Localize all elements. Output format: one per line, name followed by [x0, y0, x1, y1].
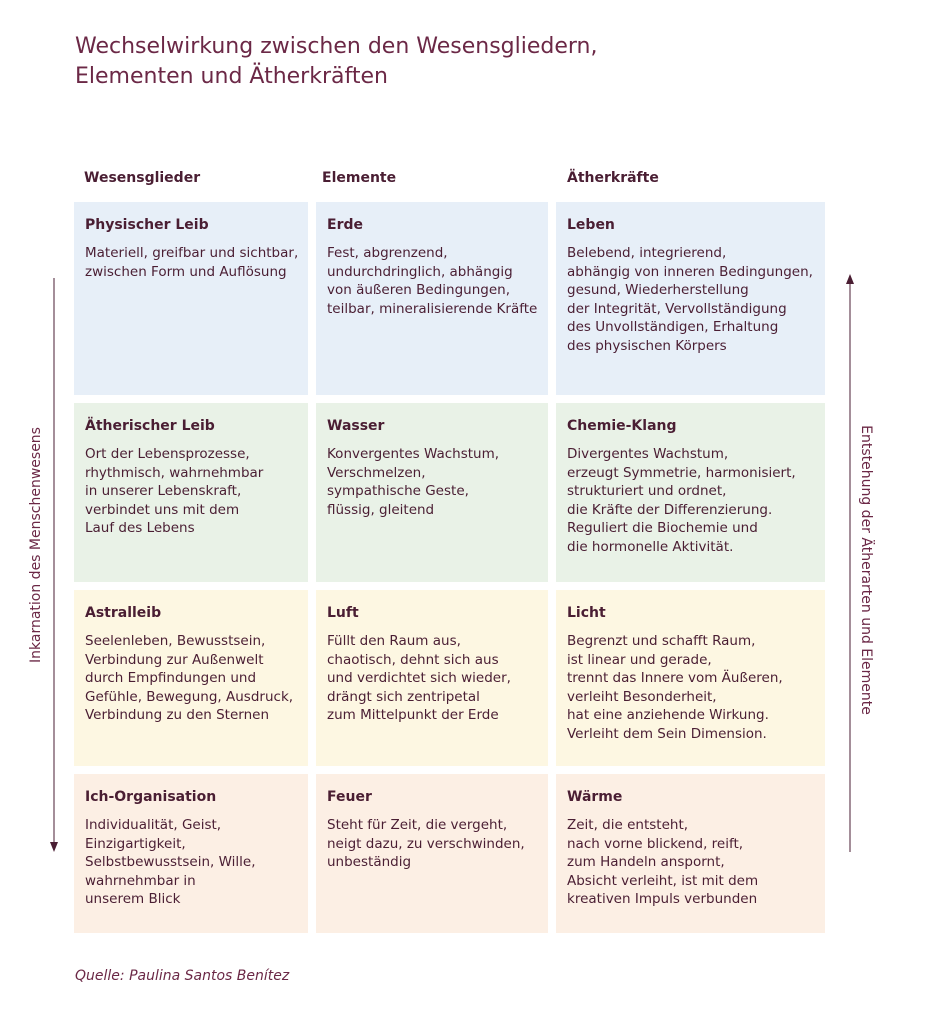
description-line: Begrenzt und schafft Raum, — [567, 633, 756, 649]
page-title — [75, 32, 598, 92]
description-line: nach vorne blickend, reift, — [567, 835, 744, 852]
cell-aetherkraft-3 — [556, 590, 825, 766]
description-line: rhythmisch, wahrnehmbar — [85, 464, 264, 481]
cell-title: Astralleib — [85, 605, 162, 621]
description-line: flüssig, gleitend — [327, 501, 435, 518]
description-line: Seelenleben, Bewusstsein, — [85, 633, 266, 649]
description-line: Verschmelzen, — [327, 464, 426, 481]
description-line: des Unvollständigen, Erhaltung — [567, 319, 779, 336]
description-line: Divergentes Wachstum, — [567, 446, 729, 462]
description-line: gesund, Wiederherstellung — [567, 282, 749, 299]
description-line: abhängig von inneren Bedingungen, — [567, 263, 813, 280]
cell-title: Physischer Leib — [85, 217, 209, 233]
description-line: zum Handeln anspornt, — [567, 854, 725, 871]
cell-description — [567, 445, 815, 557]
description-line: Belebend, integrierend, — [567, 245, 727, 261]
description-line: Absicht verleiht, ist mit dem — [567, 872, 759, 889]
description-line: Reguliert die Biochemie und — [567, 520, 758, 537]
description-line: Verleiht dem Sein Dimension. — [567, 725, 767, 742]
side-label-emergence: Entstehung der Ätherarten und Elemente — [858, 425, 874, 715]
description-line: strukturiert und ordnet, — [567, 483, 727, 500]
description-line: kreativen Impuls verbunden — [567, 891, 758, 908]
cell-wesensglied-4 — [74, 774, 308, 933]
description-line: unserem Blick — [85, 891, 181, 908]
cell-title: Leben — [567, 217, 615, 233]
cell-description — [327, 244, 538, 318]
cell-wesensglied-1 — [74, 202, 308, 395]
description-line: Einzigartigkeit, — [85, 835, 186, 852]
cell-description — [85, 632, 298, 725]
description-line: Füllt den Raum aus, — [327, 633, 461, 649]
description-line: Fest, abgrenzend, — [327, 245, 448, 261]
description-line: Zeit, die entsteht, — [567, 817, 689, 833]
cell-description — [567, 244, 815, 356]
description-line: die Kräfte der Differenzierung. — [567, 501, 773, 518]
title-line-1: Wechselwirkung zwischen den Wesensgliedern, — [75, 34, 598, 59]
cell-element-3 — [316, 590, 548, 766]
side-label-incarnation: Inkarnation des Menschenwesens — [28, 427, 44, 663]
description-line: die hormonelle Aktivität. — [567, 538, 734, 555]
description-line: Verbindung zu den Sternen — [85, 707, 270, 724]
description-line: zum Mittelpunkt der Erde — [327, 707, 499, 724]
description-line: undurchdringlich, abhängig — [327, 263, 513, 280]
arrow-down-icon — [48, 278, 60, 854]
cell-description — [327, 632, 538, 725]
cell-title: Luft — [327, 605, 359, 621]
description-line: Verbindung zur Außenwelt — [85, 651, 264, 668]
cell-description — [85, 816, 298, 909]
cell-wesensglied-3 — [74, 590, 308, 766]
description-line: Konvergentes Wachstum, — [327, 446, 500, 462]
cell-title: Ätherischer Leib — [85, 418, 215, 434]
cell-element-4 — [316, 774, 548, 933]
cell-description — [567, 632, 815, 744]
description-line: Steht für Zeit, die vergeht, — [327, 817, 508, 833]
cell-aetherkraft-1 — [556, 202, 825, 395]
cell-title: Chemie-Klang — [567, 418, 677, 434]
source-caption: Quelle: Paulina Santos Benítez — [75, 968, 290, 984]
column-header-wesensglieder: Wesensglieder — [84, 170, 201, 186]
title-line-2: Elementen und Ätherkräften — [75, 64, 388, 89]
description-line: zwischen Form und Auflösung — [85, 263, 287, 280]
description-line: verbindet uns mit dem — [85, 501, 240, 518]
cell-title: Licht — [567, 605, 606, 621]
cell-title: Ich-Organisation — [85, 789, 217, 805]
cell-description — [85, 445, 298, 538]
description-line: ist linear und gerade, — [567, 651, 712, 668]
description-line: hat eine anziehende Wirkung. — [567, 707, 769, 724]
description-line: von äußeren Bedingungen, — [327, 282, 510, 299]
cell-title: Wärme — [567, 789, 623, 805]
description-line: Gefühle, Bewegung, Ausdruck, — [85, 688, 294, 705]
description-line: Materiell, greifbar und sichtbar, — [85, 245, 299, 261]
description-line: trennt das Innere vom Äußeren, — [567, 670, 783, 687]
description-line: Ort der Lebensprozesse, — [85, 446, 250, 462]
description-line: erzeugt Symmetrie, harmonisiert, — [567, 464, 796, 481]
description-line: neigt dazu, zu verschwinden, — [327, 835, 525, 852]
description-line: teilbar, mineralisierende Kräfte — [327, 300, 538, 317]
description-line: drängt sich zentripetal — [327, 688, 480, 705]
description-line: des physischen Körpers — [567, 337, 727, 354]
description-line: durch Empfindungen und — [85, 670, 257, 687]
cell-aetherkraft-2 — [556, 403, 825, 582]
description-line: verleiht Besonderheit, — [567, 688, 717, 705]
description-line: Lauf des Lebens — [85, 520, 195, 537]
cell-title: Erde — [327, 217, 363, 233]
description-line: Selbstbewusstsein, Wille, — [85, 854, 256, 871]
cell-wesensglied-2 — [74, 403, 308, 582]
description-line: sympathische Geste, — [327, 483, 469, 500]
column-header-elemente: Elemente — [322, 170, 397, 186]
description-line: wahrnehmbar in — [85, 872, 196, 889]
description-line: und verdichtet sich wieder, — [327, 670, 511, 687]
cell-title: Feuer — [327, 789, 372, 805]
description-line: Individualität, Geist, — [85, 817, 222, 833]
description-line: chaotisch, dehnt sich aus — [327, 651, 499, 668]
cell-aetherkraft-4 — [556, 774, 825, 933]
cell-element-2 — [316, 403, 548, 582]
description-line: unbeständig — [327, 854, 412, 871]
cell-description — [567, 816, 815, 909]
description-line: in unserer Lebenskraft, — [85, 483, 242, 500]
column-header-aetherkraefte: Ätherkräfte — [567, 170, 659, 186]
cell-description — [327, 445, 538, 519]
arrow-up-icon — [844, 272, 856, 854]
cell-description — [327, 816, 538, 872]
cell-element-1 — [316, 202, 548, 395]
cell-title: Wasser — [327, 418, 385, 434]
cell-description — [85, 244, 298, 281]
description-line: der Integrität, Vervollständigung — [567, 300, 787, 317]
